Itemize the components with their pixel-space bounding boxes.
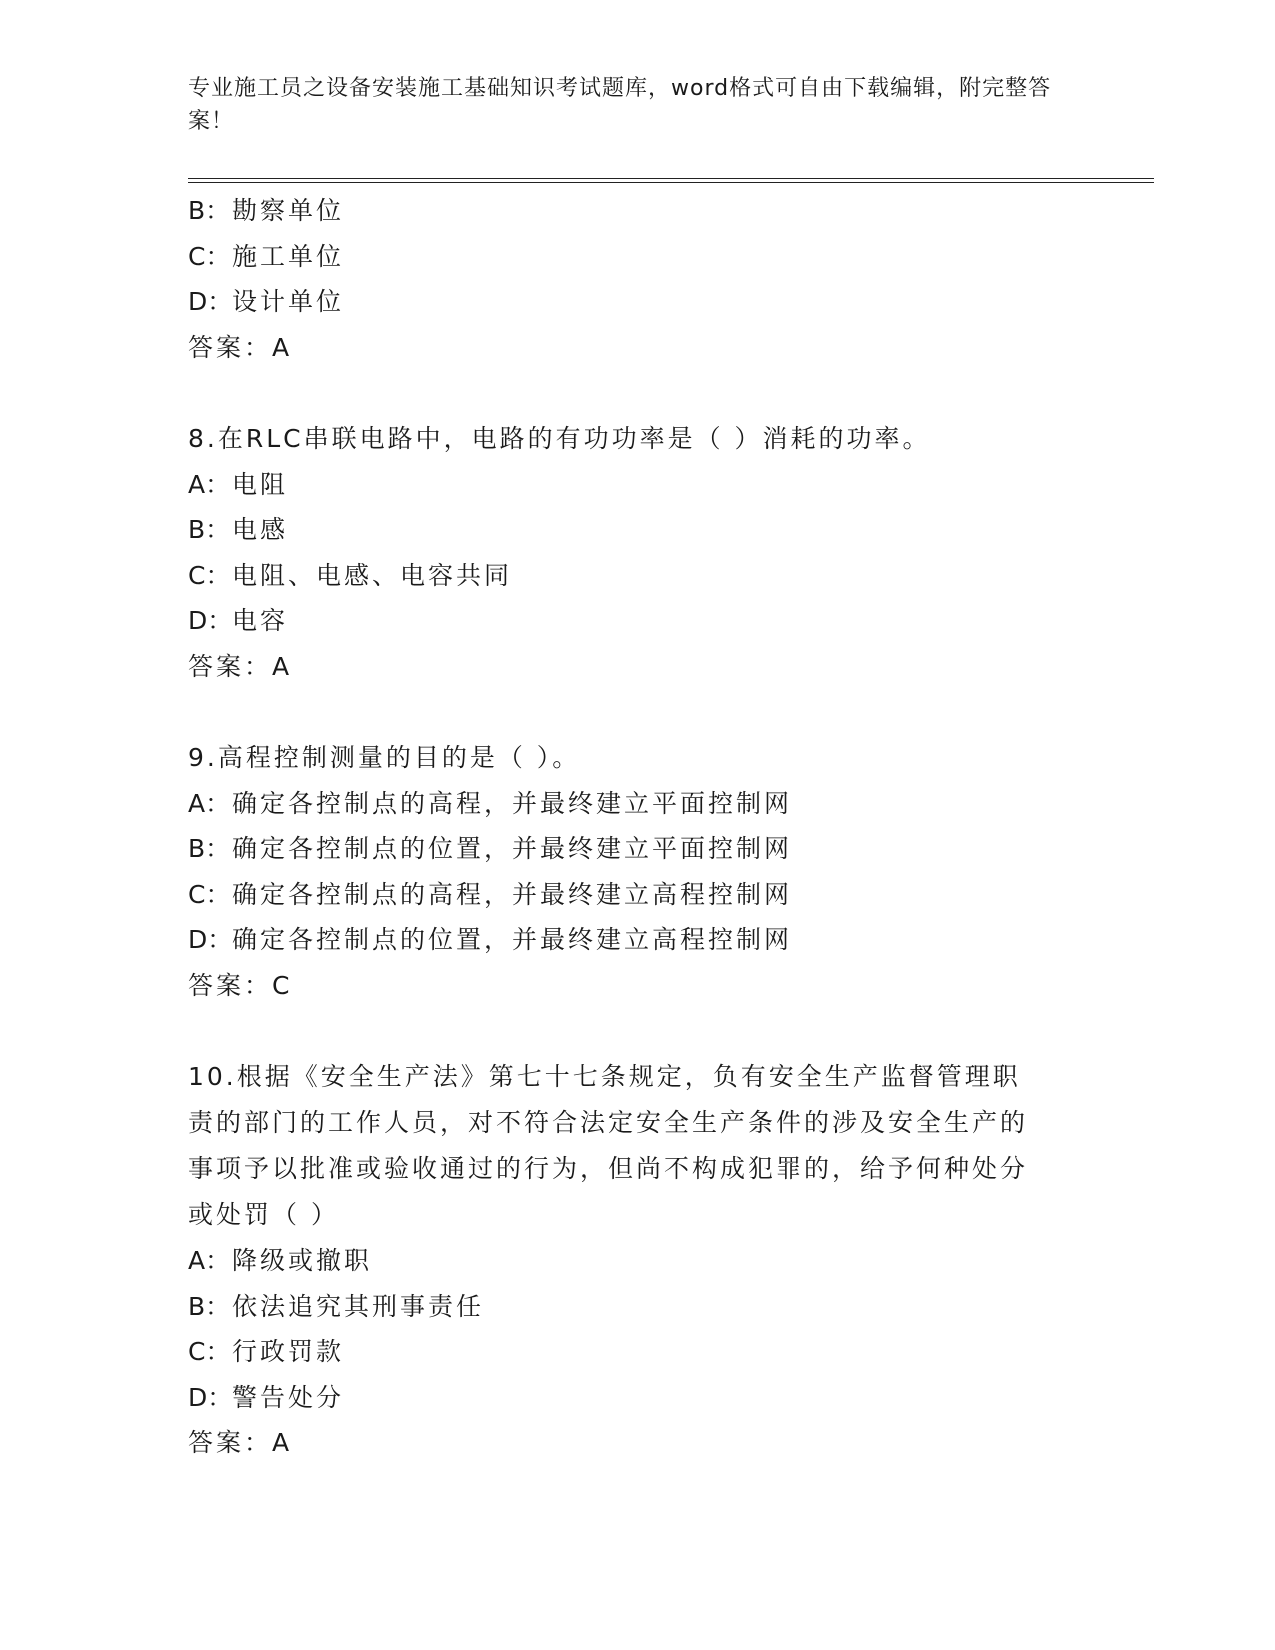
question-text: 8.在RLC串联电路中，电路的有功功率是（ ）消耗的功率。	[188, 424, 931, 453]
option-b: B：电感	[188, 515, 289, 544]
question-text: 9.高程控制测量的目的是（ ）。	[188, 743, 581, 772]
option-d: D：设计单位	[188, 287, 345, 316]
document-header	[188, 72, 1068, 138]
option-c: C：行政罚款	[188, 1337, 345, 1366]
header-divider-bottom	[188, 182, 1154, 183]
option-b: B：勘察单位	[188, 196, 345, 225]
question-9	[188, 735, 1088, 1008]
header-divider-top	[188, 178, 1154, 179]
document-body	[188, 188, 1088, 1466]
answer: 答案：C	[188, 970, 293, 1000]
option-a: A：确定各控制点的高程，并最终建立平面控制网	[188, 788, 793, 818]
answer: 答案：A	[188, 651, 293, 681]
option-c: C：电阻、电感、电容共同	[188, 560, 513, 590]
option-c: C：确定各控制点的高程，并最终建立高程控制网	[188, 879, 793, 909]
option-d: D：电容	[188, 606, 289, 635]
question-10	[188, 1054, 1088, 1466]
option-c: C：施工单位	[188, 241, 345, 271]
option-b: B：依法追究其刑事责任	[188, 1291, 485, 1321]
option-d: D：警告处分	[188, 1382, 345, 1412]
option-a: A：电阻	[188, 469, 289, 499]
header-title: 专业施工员之设备安装施工基础知识考试题库，word格式可自由下载编辑，附完整答案！	[188, 76, 1052, 134]
prev-question-block	[188, 188, 1088, 370]
question-8	[188, 416, 1088, 689]
option-d: D：确定各控制点的位置，并最终建立高程控制网	[188, 925, 793, 954]
option-a: A：降级或撤职	[188, 1246, 373, 1275]
question-text: 10.根据《安全生产法》第七十七条规定，负有安全生产监督管理职责的部门的工作人员，对不符合法定安全生产条件的涉及安全生产的事项予以批准或验收通过的行为，但尚不构成犯罪的，给予何种处分或处罚（ ）	[188, 1062, 1029, 1229]
answer: 答案：A	[188, 1428, 293, 1457]
option-b: B：确定各控制点的位置，并最终建立平面控制网	[188, 834, 793, 863]
answer: 答案：A	[188, 332, 293, 362]
